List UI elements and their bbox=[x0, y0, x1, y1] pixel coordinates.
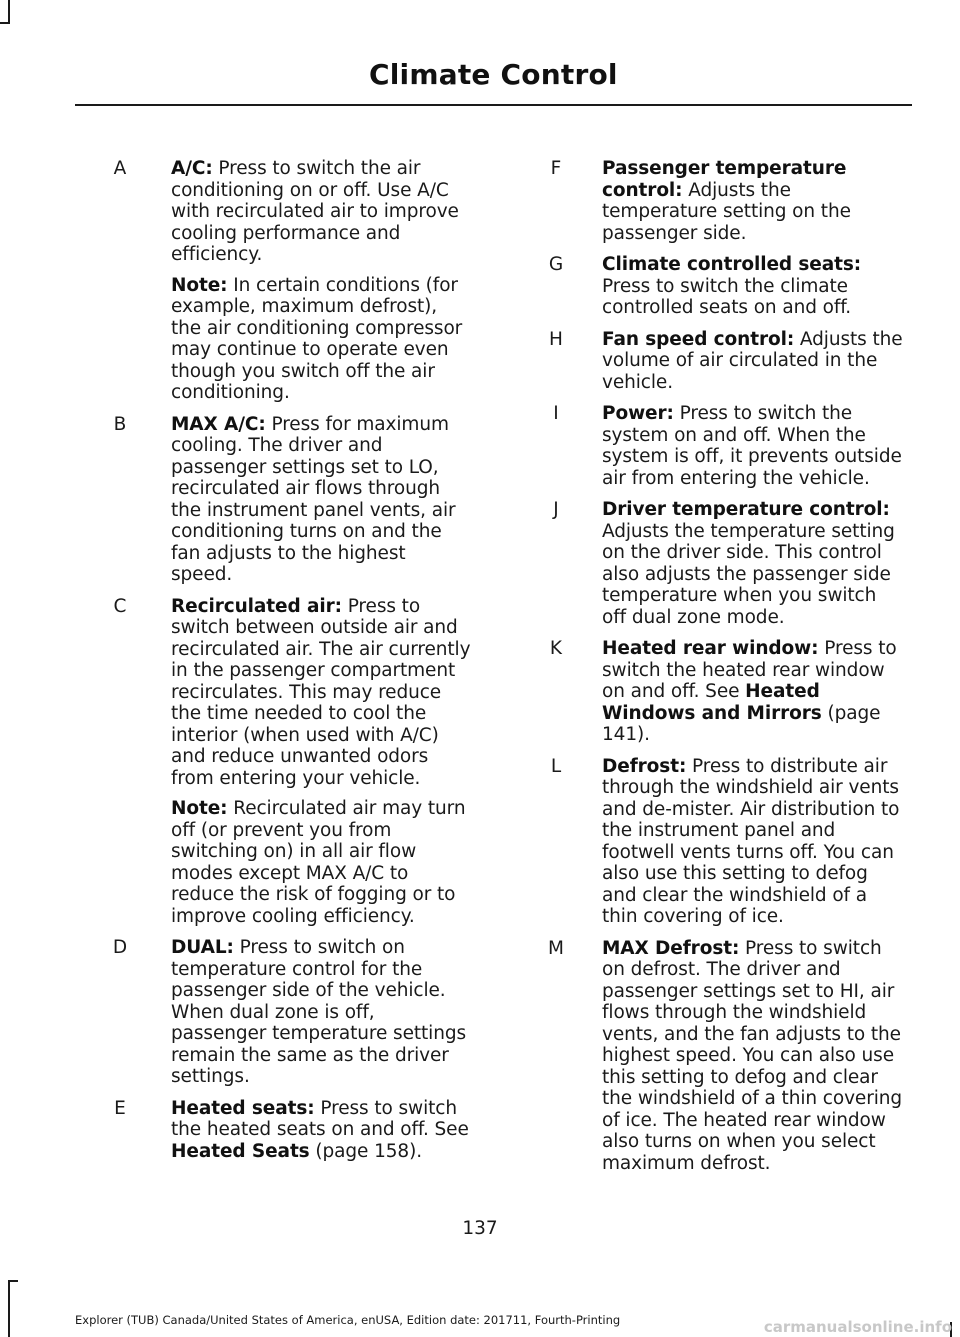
term-label: Note: bbox=[171, 274, 228, 296]
description-text: Press to switch the system on and off. When the system is off, it prevents outside air from entering the vehicle. bbox=[602, 403, 902, 489]
legend-entry-h bbox=[545, 329, 905, 394]
term-label: A/C: bbox=[171, 158, 213, 179]
legend-letter: J bbox=[553, 499, 559, 520]
footer-edition-text: Explorer (TUB) Canada/United States of America, enUSA, Edition date: 201711, Fourth-Printing bbox=[75, 1313, 621, 1327]
legend-letter: F bbox=[550, 158, 562, 179]
crop-mark-bottom-left-h bbox=[8, 1280, 18, 1282]
description-text: Adjusts the temperature setting on the passenger side. bbox=[602, 179, 851, 244]
legend-paragraph bbox=[171, 596, 472, 790]
legend-entry-c bbox=[112, 596, 472, 928]
term-label: Heated rear window: bbox=[602, 638, 819, 659]
term-label: Driver temperature control: bbox=[602, 499, 890, 520]
legend-entry-l bbox=[545, 756, 905, 928]
legend-paragraph bbox=[171, 1098, 472, 1163]
legend-entry-e bbox=[112, 1098, 472, 1163]
term-label: Note: bbox=[171, 798, 228, 819]
legend-entry-m bbox=[545, 938, 905, 1175]
legend-letter: B bbox=[113, 413, 127, 435]
term-label: Passenger temperature control: bbox=[602, 158, 847, 201]
legend-letter: A bbox=[113, 158, 127, 179]
legend-entry-k bbox=[545, 638, 905, 746]
legend-paragraph bbox=[171, 937, 472, 1088]
legend-entry-b bbox=[112, 414, 472, 586]
legend-paragraph bbox=[171, 798, 472, 927]
cross-reference-link: Heated Seats bbox=[171, 1140, 310, 1162]
legend-entry-d bbox=[112, 937, 472, 1088]
term-label: Power: bbox=[602, 403, 674, 424]
term-label: MAX Defrost: bbox=[602, 937, 740, 959]
page-title: Climate Control bbox=[369, 58, 618, 91]
description-text: Press to switch the heated rear window on and off. See bbox=[602, 638, 897, 702]
right-column bbox=[545, 158, 905, 1184]
term-label: Climate controlled seats: bbox=[602, 254, 862, 275]
term-label: Defrost: bbox=[602, 755, 687, 777]
term-label: DUAL: bbox=[171, 937, 234, 958]
term-label: Fan speed control: bbox=[602, 328, 795, 350]
description-text: Press for maximum cooling. The driver and passenger settings set to LO, recirculated air flows through the instrument panel vents, air conditioning turns on and the fan adjusts to the highest speed. bbox=[171, 413, 456, 585]
legend-letter: H bbox=[549, 328, 563, 350]
legend-letter: K bbox=[549, 638, 563, 659]
term-label: MAX A/C: bbox=[171, 413, 266, 435]
legend-letter: L bbox=[550, 755, 562, 777]
description-text: Press to switch the air conditioning on or off. Use A/C with recirculated air to improve cooling performance and efficiency. bbox=[171, 158, 459, 265]
legend-entry-i bbox=[545, 403, 905, 489]
description-text: Press to switch between outside air and recirculated air. The air currently in the passenger compartment recirculates. This may reduce the time needed to cool the interior (when used with A/C) and reduce unwanted odors from entering your vehicle. bbox=[171, 595, 471, 789]
description-text: Press to distribute air through the windshield air vents and de-mister. Air distribution to the instrument panel and footwell vents turns off. You can also use this setting to defog and clear the windshield of a thin covering of ice. bbox=[602, 755, 900, 927]
crop-mark-bottom-left-v bbox=[8, 1280, 10, 1337]
crop-mark-top-left-h bbox=[0, 22, 10, 24]
crop-mark-top-left-v bbox=[8, 0, 10, 24]
legend-paragraph bbox=[171, 414, 472, 586]
legend-entry-j bbox=[545, 499, 905, 628]
description-text: Press to switch on temperature control for the passenger side of the vehicle. When dual zone is off, passenger temperature settings remain the same as the driver settings. bbox=[171, 937, 467, 1087]
description-text: Press to switch on defrost. The driver and passenger settings set to HI, air flows through the windshield vents, and the fan adjusts to the highest speed. You can also use this setting to defog and clear the windshield of a thin covering of ice. The heated rear window also turns on when you select maximum defrost. bbox=[602, 937, 903, 1174]
watermark: carmanualsonline.info bbox=[763, 1318, 952, 1336]
page-number: 137 bbox=[462, 1218, 498, 1239]
description-text: Adjusts the volume of air circulated in the vehicle. bbox=[602, 328, 903, 393]
legend-paragraph bbox=[602, 254, 905, 319]
description-text: Recirculated air may turn off (or prevent you from switching on) in all air flow modes except MAX A/C to reduce the risk of fogging or to improve cooling efficiency. bbox=[171, 798, 466, 927]
left-column bbox=[112, 158, 472, 1172]
legend-entry-a bbox=[112, 158, 472, 404]
description-text: In certain conditions (for example, maximum defrost), the air conditioning compressor may continue to operate even though you switch off the air conditioning. bbox=[171, 274, 463, 403]
description-text: Press to switch the climate controlled seats on and off. bbox=[602, 275, 852, 318]
legend-letter: I bbox=[553, 403, 559, 424]
legend-paragraph bbox=[602, 403, 905, 489]
legend-paragraph bbox=[602, 499, 905, 628]
legend-entry-f bbox=[545, 158, 905, 244]
legend-paragraph bbox=[171, 158, 472, 266]
term-label: Recirculated air: bbox=[171, 595, 342, 617]
legend-letter: E bbox=[114, 1097, 126, 1119]
legend-paragraph bbox=[171, 275, 472, 404]
legend-letter: M bbox=[548, 937, 564, 959]
legend-entry-g bbox=[545, 254, 905, 319]
term-label: Heated seats: bbox=[171, 1097, 315, 1119]
legend-paragraph bbox=[602, 329, 905, 394]
legend-paragraph bbox=[602, 158, 905, 244]
cross-reference-link: Heated Windows and Mirrors bbox=[602, 681, 822, 724]
description-text: Adjusts the temperature setting on the driver side. This control also adjusts the passenger side temperature when you switch off dual zone mode. bbox=[602, 520, 895, 628]
legend-letter: C bbox=[113, 595, 127, 617]
page-reference: (page 158). bbox=[309, 1140, 423, 1162]
legend-paragraph bbox=[602, 938, 905, 1175]
header-rule bbox=[75, 104, 912, 106]
page-reference: (page 141). bbox=[602, 702, 881, 745]
legend-paragraph bbox=[602, 638, 905, 746]
legend-letter: D bbox=[112, 937, 128, 958]
legend-paragraph bbox=[602, 756, 905, 928]
description-text: Press to switch the heated seats on and off. See bbox=[171, 1097, 469, 1140]
legend-letter: G bbox=[548, 254, 564, 275]
